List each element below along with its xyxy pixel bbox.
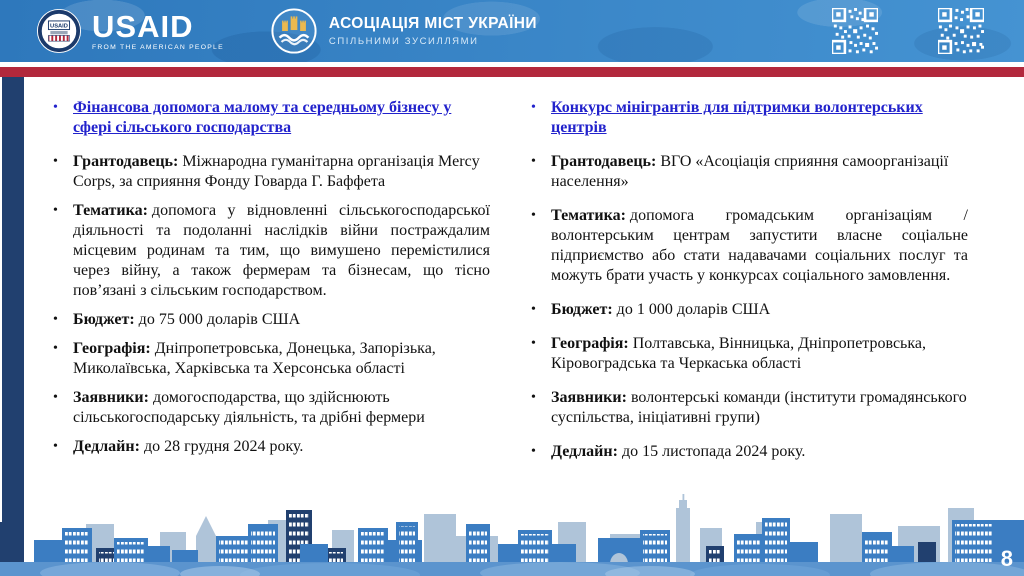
grant-title-link[interactable]	[524, 98, 968, 138]
slide-body	[0, 98, 1024, 476]
divider-red	[0, 67, 1024, 77]
page-number: 8	[1000, 546, 1013, 571]
usaid-logo-group	[36, 8, 224, 54]
grant-title-link-text[interactable]: Фінансова допомога малому та середньому бізнесу у сфері сільського господарства	[73, 99, 452, 136]
amu-logo-group	[270, 7, 537, 55]
usaid-seal-icon	[36, 8, 82, 54]
usaid-wordmark	[92, 11, 224, 51]
qr-code-group	[832, 8, 984, 54]
qr-code-2	[938, 8, 984, 54]
field-deadline: • Дедлайн: до 15 листопада 2024 року.	[524, 442, 968, 462]
amu-emblem-icon	[270, 7, 318, 55]
grant-title-link[interactable]	[46, 98, 490, 138]
usaid-seal-text: USAID	[50, 23, 68, 30]
field-deadline: • Дедлайн: до 28 грудня 2024 року.	[46, 437, 490, 457]
field-geography: • Географія: Дніпропетровська, Донецька, Запорізька, Миколаївська, Харківська та Херсонська області	[46, 339, 490, 379]
qr-code-1	[832, 8, 878, 54]
amu-wordmark	[329, 15, 537, 47]
usaid-name: USAID	[92, 9, 194, 44]
field-topic: • Тематика: допомога громадським організаціям / волонтерським центрам запустити власне соціальне підприємство або стати надавачами соціальних послуг та можуть брати участь у конкурсах соціального замовлення.	[524, 206, 968, 286]
field-geography: • Географія: Полтавська, Вінницька, Дніпропетровська, Кіровоградська та Черкаська області	[524, 334, 968, 374]
grant-title-link-text[interactable]: Конкурс мінігрантів для підтримки волонтерських центрів	[551, 99, 923, 136]
field-budget: • Бюджет: до 75 000 доларів США	[46, 310, 490, 330]
amu-title: АСОЦІАЦІЯ МІСТ УКРАЇНИ	[328, 15, 537, 32]
field-topic: • Тематика: допомога у відновленні сільськогосподарської діяльності та подоланні наслідків війни постраждалим місцевим родинам та тим, що вимушено перемістилися через війну, а також фермерам та бізнесам, що тісно пов’язані з сільським господарством.	[46, 201, 490, 301]
grant-column-left	[46, 98, 490, 476]
grant-column-right	[524, 98, 968, 476]
field-applicants: • Заявники: волонтерські команди (інститути громадянського суспільства, ініціативні групи)	[524, 388, 968, 428]
field-grantor: • Грантодавець: ВГО «Асоціація сприяння самоорганізації населення»	[524, 152, 968, 192]
field-grantor: • Грантодавець: Міжнародна гуманітарна організація Mercy Corps, за сприяння Фонду Говарда Г. Баффета	[46, 152, 490, 192]
usaid-tagline: FROM THE AMERICAN PEOPLE	[92, 44, 224, 51]
amu-subtitle: СПІЛЬНИМИ ЗУСИЛЛЯМИ	[328, 36, 479, 47]
city-skyline	[0, 494, 1024, 576]
header-banner	[0, 0, 1024, 62]
field-applicants: • Заявники: домогосподарства, що здійснюють сільськогосподарську діяльність, та дрібні фермери	[46, 388, 490, 428]
field-budget: • Бюджет: до 1 000 доларів США	[524, 300, 968, 320]
